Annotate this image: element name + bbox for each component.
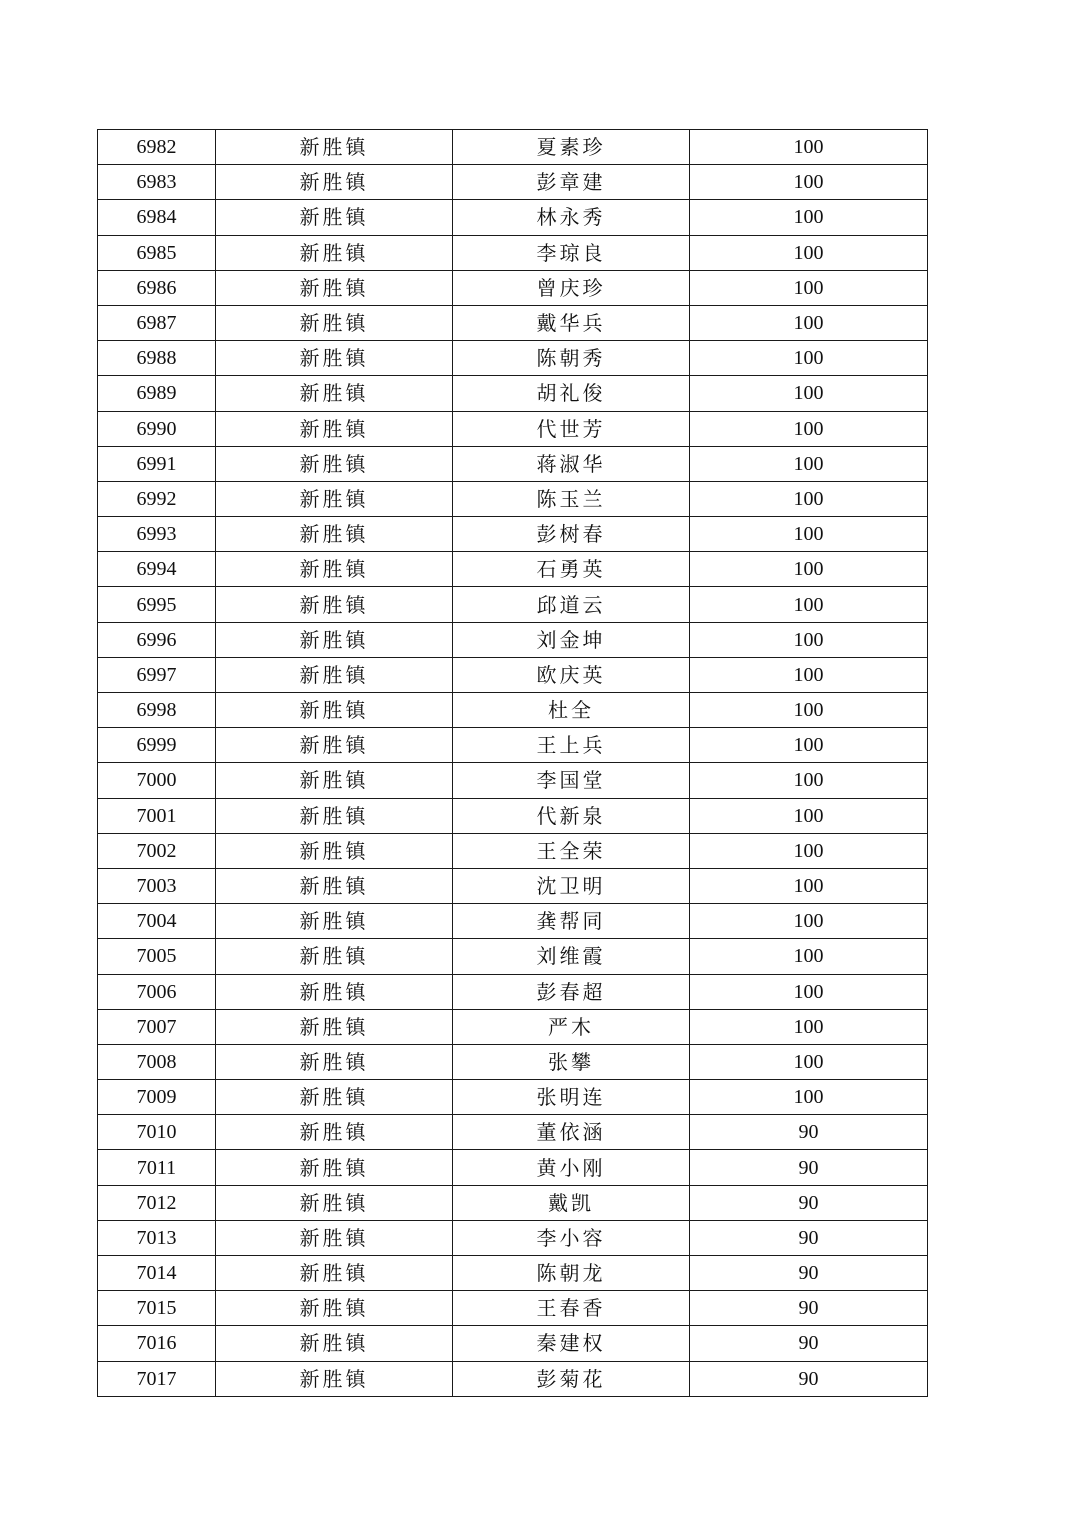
id-cell: 6993 <box>98 517 216 552</box>
table-body <box>98 130 928 1397</box>
town-cell: 新胜镇 <box>216 517 453 552</box>
table-row <box>98 165 928 200</box>
name-cell: 代世芳 <box>453 411 690 446</box>
town-cell: 新胜镇 <box>216 833 453 868</box>
id-cell: 7010 <box>98 1115 216 1150</box>
amount-cell: 100 <box>690 587 928 622</box>
table-row <box>98 904 928 939</box>
table-row <box>98 657 928 692</box>
table-row <box>98 552 928 587</box>
amount-cell: 100 <box>690 657 928 692</box>
id-cell: 6994 <box>98 552 216 587</box>
table-row <box>98 1291 928 1326</box>
name-cell: 代新泉 <box>453 798 690 833</box>
town-cell: 新胜镇 <box>216 1291 453 1326</box>
amount-cell: 90 <box>690 1185 928 1220</box>
id-cell: 6997 <box>98 657 216 692</box>
amount-cell: 100 <box>690 552 928 587</box>
amount-cell: 100 <box>690 376 928 411</box>
table-row <box>98 693 928 728</box>
amount-cell: 100 <box>690 200 928 235</box>
amount-cell: 100 <box>690 517 928 552</box>
id-cell: 7003 <box>98 868 216 903</box>
amount-cell: 100 <box>690 130 928 165</box>
name-cell: 李国堂 <box>453 763 690 798</box>
table-row <box>98 622 928 657</box>
amount-cell: 100 <box>690 939 928 974</box>
town-cell: 新胜镇 <box>216 904 453 939</box>
id-cell: 7014 <box>98 1256 216 1291</box>
id-cell: 6985 <box>98 235 216 270</box>
table-row <box>98 728 928 763</box>
town-cell: 新胜镇 <box>216 1150 453 1185</box>
table-row <box>98 235 928 270</box>
id-cell: 6989 <box>98 376 216 411</box>
name-cell: 龚帮同 <box>453 904 690 939</box>
town-cell: 新胜镇 <box>216 1009 453 1044</box>
table-row <box>98 481 928 516</box>
name-cell: 陈朝秀 <box>453 341 690 376</box>
name-cell: 戴华兵 <box>453 305 690 340</box>
town-cell: 新胜镇 <box>216 235 453 270</box>
amount-cell: 100 <box>690 622 928 657</box>
name-cell: 黄小刚 <box>453 1150 690 1185</box>
id-cell: 7009 <box>98 1080 216 1115</box>
amount-cell: 100 <box>690 341 928 376</box>
amount-cell: 90 <box>690 1326 928 1361</box>
name-cell: 夏素珍 <box>453 130 690 165</box>
name-cell: 彭章建 <box>453 165 690 200</box>
id-cell: 6983 <box>98 165 216 200</box>
name-cell: 杜全 <box>453 693 690 728</box>
town-cell: 新胜镇 <box>216 446 453 481</box>
id-cell: 7008 <box>98 1044 216 1079</box>
roster-table <box>97 129 928 1397</box>
town-cell: 新胜镇 <box>216 1080 453 1115</box>
name-cell: 李小容 <box>453 1220 690 1255</box>
name-cell: 刘金坤 <box>453 622 690 657</box>
name-cell: 沈卫明 <box>453 868 690 903</box>
name-cell: 曾庆珍 <box>453 270 690 305</box>
town-cell: 新胜镇 <box>216 728 453 763</box>
table-row <box>98 763 928 798</box>
id-cell: 7007 <box>98 1009 216 1044</box>
table-row <box>98 1326 928 1361</box>
id-cell: 7012 <box>98 1185 216 1220</box>
amount-cell: 100 <box>690 798 928 833</box>
town-cell: 新胜镇 <box>216 1256 453 1291</box>
name-cell: 王上兵 <box>453 728 690 763</box>
table-row <box>98 868 928 903</box>
amount-cell: 100 <box>690 270 928 305</box>
table-row <box>98 1256 928 1291</box>
town-cell: 新胜镇 <box>216 270 453 305</box>
table-row <box>98 341 928 376</box>
table-row <box>98 1361 928 1396</box>
town-cell: 新胜镇 <box>216 1115 453 1150</box>
amount-cell: 100 <box>690 446 928 481</box>
table-row <box>98 1220 928 1255</box>
id-cell: 7006 <box>98 974 216 1009</box>
id-cell: 7016 <box>98 1326 216 1361</box>
id-cell: 7017 <box>98 1361 216 1396</box>
table-row <box>98 376 928 411</box>
name-cell: 严木 <box>453 1009 690 1044</box>
id-cell: 6995 <box>98 587 216 622</box>
name-cell: 陈朝龙 <box>453 1256 690 1291</box>
name-cell: 刘维霞 <box>453 939 690 974</box>
name-cell: 陈玉兰 <box>453 481 690 516</box>
amount-cell: 100 <box>690 833 928 868</box>
table-row <box>98 1044 928 1079</box>
town-cell: 新胜镇 <box>216 939 453 974</box>
name-cell: 石勇英 <box>453 552 690 587</box>
town-cell: 新胜镇 <box>216 1185 453 1220</box>
table-row <box>98 974 928 1009</box>
name-cell: 欧庆英 <box>453 657 690 692</box>
name-cell: 张攀 <box>453 1044 690 1079</box>
name-cell: 胡礼俊 <box>453 376 690 411</box>
amount-cell: 90 <box>690 1291 928 1326</box>
name-cell: 秦建权 <box>453 1326 690 1361</box>
town-cell: 新胜镇 <box>216 200 453 235</box>
table-row <box>98 130 928 165</box>
id-cell: 6988 <box>98 341 216 376</box>
id-cell: 7001 <box>98 798 216 833</box>
amount-cell: 100 <box>690 728 928 763</box>
town-cell: 新胜镇 <box>216 552 453 587</box>
town-cell: 新胜镇 <box>216 376 453 411</box>
name-cell: 董依涵 <box>453 1115 690 1150</box>
table-row <box>98 517 928 552</box>
town-cell: 新胜镇 <box>216 974 453 1009</box>
town-cell: 新胜镇 <box>216 411 453 446</box>
name-cell: 彭菊花 <box>453 1361 690 1396</box>
town-cell: 新胜镇 <box>216 481 453 516</box>
table-row <box>98 1115 928 1150</box>
town-cell: 新胜镇 <box>216 868 453 903</box>
amount-cell: 90 <box>690 1361 928 1396</box>
name-cell: 蒋淑华 <box>453 446 690 481</box>
name-cell: 王春香 <box>453 1291 690 1326</box>
amount-cell: 90 <box>690 1115 928 1150</box>
town-cell: 新胜镇 <box>216 130 453 165</box>
amount-cell: 90 <box>690 1220 928 1255</box>
table-row <box>98 1080 928 1115</box>
name-cell: 张明连 <box>453 1080 690 1115</box>
id-cell: 7011 <box>98 1150 216 1185</box>
table-row <box>98 1009 928 1044</box>
amount-cell: 100 <box>690 305 928 340</box>
town-cell: 新胜镇 <box>216 657 453 692</box>
id-cell: 6996 <box>98 622 216 657</box>
id-cell: 6991 <box>98 446 216 481</box>
id-cell: 6984 <box>98 200 216 235</box>
town-cell: 新胜镇 <box>216 622 453 657</box>
amount-cell: 100 <box>690 1080 928 1115</box>
town-cell: 新胜镇 <box>216 165 453 200</box>
town-cell: 新胜镇 <box>216 587 453 622</box>
town-cell: 新胜镇 <box>216 1326 453 1361</box>
town-cell: 新胜镇 <box>216 798 453 833</box>
town-cell: 新胜镇 <box>216 341 453 376</box>
town-cell: 新胜镇 <box>216 305 453 340</box>
id-cell: 7004 <box>98 904 216 939</box>
table-row <box>98 939 928 974</box>
town-cell: 新胜镇 <box>216 1361 453 1396</box>
amount-cell: 100 <box>690 1009 928 1044</box>
amount-cell: 100 <box>690 1044 928 1079</box>
amount-cell: 100 <box>690 904 928 939</box>
id-cell: 7002 <box>98 833 216 868</box>
amount-cell: 100 <box>690 868 928 903</box>
table-row <box>98 587 928 622</box>
amount-cell: 100 <box>690 693 928 728</box>
id-cell: 6987 <box>98 305 216 340</box>
name-cell: 彭春超 <box>453 974 690 1009</box>
name-cell: 邱道云 <box>453 587 690 622</box>
amount-cell: 100 <box>690 481 928 516</box>
amount-cell: 100 <box>690 165 928 200</box>
id-cell: 6998 <box>98 693 216 728</box>
table-row <box>98 1150 928 1185</box>
id-cell: 6999 <box>98 728 216 763</box>
table-row <box>98 833 928 868</box>
id-cell: 7000 <box>98 763 216 798</box>
id-cell: 6982 <box>98 130 216 165</box>
town-cell: 新胜镇 <box>216 763 453 798</box>
table-row <box>98 1185 928 1220</box>
name-cell: 王全荣 <box>453 833 690 868</box>
table-row <box>98 798 928 833</box>
amount-cell: 100 <box>690 974 928 1009</box>
table-row <box>98 446 928 481</box>
id-cell: 6990 <box>98 411 216 446</box>
id-cell: 6992 <box>98 481 216 516</box>
amount-cell: 100 <box>690 411 928 446</box>
name-cell: 彭树春 <box>453 517 690 552</box>
id-cell: 7013 <box>98 1220 216 1255</box>
table-row <box>98 305 928 340</box>
town-cell: 新胜镇 <box>216 1044 453 1079</box>
table-row <box>98 200 928 235</box>
table-row <box>98 270 928 305</box>
town-cell: 新胜镇 <box>216 1220 453 1255</box>
amount-cell: 90 <box>690 1256 928 1291</box>
id-cell: 6986 <box>98 270 216 305</box>
table-row <box>98 411 928 446</box>
name-cell: 李琼良 <box>453 235 690 270</box>
id-cell: 7005 <box>98 939 216 974</box>
id-cell: 7015 <box>98 1291 216 1326</box>
amount-cell: 90 <box>690 1150 928 1185</box>
name-cell: 戴凯 <box>453 1185 690 1220</box>
name-cell: 林永秀 <box>453 200 690 235</box>
amount-cell: 100 <box>690 235 928 270</box>
town-cell: 新胜镇 <box>216 693 453 728</box>
amount-cell: 100 <box>690 763 928 798</box>
